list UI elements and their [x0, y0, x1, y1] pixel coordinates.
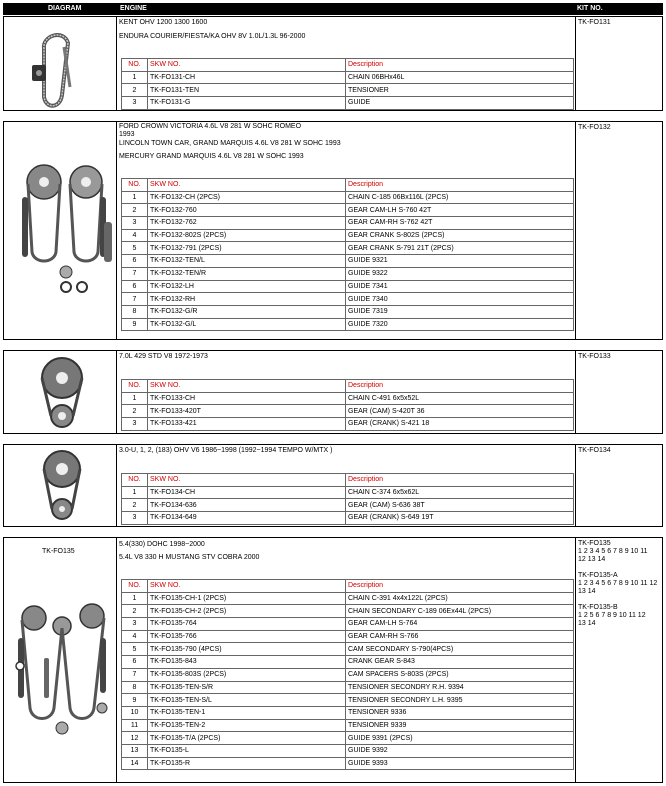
header-engine: ENGINE [120, 5, 147, 12]
kit-section-fo135 [3, 537, 663, 783]
row-no: 3 [122, 512, 148, 525]
row-desc: GUIDE 9322 [346, 267, 574, 280]
engine-cell [117, 17, 576, 110]
engine-line: 1993 [119, 131, 135, 138]
row-no: 14 [122, 757, 148, 770]
table-row [122, 97, 574, 110]
row-desc: TENSIONER SECONDRY R.H. 9394 [346, 681, 574, 694]
row-no: 7 [122, 267, 148, 280]
diagram-cell [4, 351, 117, 433]
table-row [122, 318, 574, 331]
kit-cell [576, 445, 662, 526]
row-no: 1 [122, 592, 148, 605]
table-row [122, 618, 574, 631]
row-skw: TK-FO135-790 (4PCS) [148, 643, 346, 656]
row-desc: GUIDE 9393 [346, 757, 574, 770]
kit-cell [576, 17, 662, 110]
parts-table [121, 473, 574, 525]
row-desc: CHAIN C-391 4x4x122L (2PCS) [346, 592, 574, 605]
row-skw: TK-FO135-TEN-1 [148, 706, 346, 719]
row-no: 13 [122, 744, 148, 757]
table-row [122, 392, 574, 405]
timing-chain-diagram [4, 538, 117, 784]
kit-line: TK-FO135-B [578, 604, 618, 611]
kit-line: TK-FO133 [578, 353, 611, 360]
row-no: 9 [122, 694, 148, 707]
row-desc: GUIDE [346, 97, 574, 110]
table-row [122, 305, 574, 318]
parts-header-row [122, 380, 574, 393]
row-no: 9 [122, 318, 148, 331]
kit-line: TK-FO134 [578, 447, 611, 454]
engine-line: KENT OHV 1200 1300 1600 [119, 19, 208, 26]
row-skw: TK-FO132-TEN/L [148, 255, 346, 268]
row-skw: TK-FO132-RH [148, 293, 346, 306]
row-desc: GEAR CRANK S-791 21T (2PCS) [346, 242, 574, 255]
row-desc: TENSIONER [346, 84, 574, 97]
row-no: 6 [122, 656, 148, 669]
table-row [122, 592, 574, 605]
row-skw: TK-FO134-636 [148, 499, 346, 512]
row-desc: GUIDE 9391 (2PCS) [346, 732, 574, 745]
parts-table [121, 379, 574, 431]
row-skw: TK-FO135-T/A (2PCS) [148, 732, 346, 745]
row-desc: GUIDE 7340 [346, 293, 574, 306]
row-desc: GUIDE 7319 [346, 305, 574, 318]
table-row [122, 84, 574, 97]
row-no: 4 [122, 229, 148, 242]
col-skw: SKW NO. [148, 474, 346, 487]
parts-table [121, 579, 574, 770]
row-no: 10 [122, 706, 148, 719]
row-skw: TK-FO132-G/R [148, 305, 346, 318]
row-desc: TENSIONER 9339 [346, 719, 574, 732]
kit-section-fo132 [3, 121, 663, 340]
row-desc: CHAIN SECONDARY C-189 06Ex44L (2PCS) [346, 605, 574, 618]
table-row [122, 217, 574, 230]
table-row [122, 656, 574, 669]
table-row [122, 293, 574, 306]
kit-section-fo134 [3, 444, 663, 527]
row-skw: TK-FO135-803S (2PCS) [148, 668, 346, 681]
row-skw: TK-FO132-791 (2PCS) [148, 242, 346, 255]
col-desc: Description [346, 59, 574, 72]
table-row [122, 242, 574, 255]
col-skw: SKW NO. [148, 380, 346, 393]
engine-cell [117, 351, 576, 433]
kit-line: TK-FO132 [578, 124, 611, 131]
kit-line: TK-FO135 [578, 540, 611, 547]
row-desc: GEAR CRANK S-802S (2PCS) [346, 229, 574, 242]
row-no: 7 [122, 668, 148, 681]
row-skw: TK-FO133-CH [148, 392, 346, 405]
row-skw: TK-FO135-R [148, 757, 346, 770]
parts-header-row [122, 59, 574, 72]
table-row [122, 71, 574, 84]
row-no: 4 [122, 630, 148, 643]
row-no: 1 [122, 71, 148, 84]
col-skw: SKW NO. [148, 580, 346, 593]
table-row [122, 732, 574, 745]
row-skw: TK-FO132-802S (2PCS) [148, 229, 346, 242]
row-skw: TK-FO135-764 [148, 618, 346, 631]
row-no: 1 [122, 191, 148, 204]
row-skw: TK-FO132-TEN/R [148, 267, 346, 280]
kit-line: 13 14 [578, 588, 596, 595]
row-no: 1 [122, 486, 148, 499]
engine-line: MERCURY GRAND MARQUIS 4.6L V8 281 W SOHC 1993 [119, 153, 304, 160]
table-row [122, 694, 574, 707]
table-row [122, 706, 574, 719]
row-no: 7 [122, 293, 148, 306]
row-skw: TK-FO135-CH-2 (2PCS) [148, 605, 346, 618]
row-no: 1 [122, 392, 148, 405]
diagram-cell [4, 538, 117, 782]
row-no: 2 [122, 405, 148, 418]
col-skw: SKW NO. [148, 59, 346, 72]
row-skw: TK-FO135-TEN-S/L [148, 694, 346, 707]
row-desc: CHAIN C-185 06Bx116L (2PCS) [346, 191, 574, 204]
row-desc: CAM SECONDARY S-790(4PCS) [346, 643, 574, 656]
diagram-kit-label: TK-FO135 [42, 548, 75, 555]
row-desc: GUIDE 9392 [346, 744, 574, 757]
table-row [122, 267, 574, 280]
row-desc: GEAR CAM-RH S-762 42T [346, 217, 574, 230]
row-desc: CHAIN 06BHx46L [346, 71, 574, 84]
table-row [122, 719, 574, 732]
row-skw: TK-FO134-649 [148, 512, 346, 525]
engine-line: 5.4L V8 330 H MUSTANG STV COBRA 2000 [119, 554, 260, 561]
kit-section-fo131 [3, 16, 663, 111]
header-diagram: DIAGRAM [48, 5, 82, 12]
row-desc: CHAIN C-491 6x5x52L [346, 392, 574, 405]
table-row [122, 757, 574, 770]
engine-line: LINCOLN TOWN CAR, GRAND MARQUIS 4.6L V8 281 W SOHC 1993 [119, 140, 341, 147]
table-row [122, 255, 574, 268]
row-desc: CAM SPACERS S-803S (2PCS) [346, 668, 574, 681]
kit-cell [576, 122, 662, 339]
row-desc: TENSIONER SECONDRY L.H. 9395 [346, 694, 574, 707]
row-no: 5 [122, 643, 148, 656]
col-desc: Description [346, 474, 574, 487]
row-no: 3 [122, 418, 148, 431]
diagram-cell [4, 122, 117, 339]
row-desc: CRANK GEAR S-843 [346, 656, 574, 669]
row-no: 2 [122, 499, 148, 512]
kit-line [578, 564, 660, 572]
engine-line: 3.0-U, 1, 2, (183) OHV V6 1986~1998 (1992~1994 TEMPO W/MTX ) [119, 447, 333, 454]
engine-line: 5.4(330) DOHC 1998~2000 [119, 541, 205, 548]
table-row [122, 605, 574, 618]
col-desc: Description [346, 580, 574, 593]
col-desc: Description [346, 179, 574, 192]
timing-chain-diagram [4, 17, 117, 112]
row-skw: TK-FO134-CH [148, 486, 346, 499]
table-row [122, 643, 574, 656]
kit-line: 1 2 3 4 5 6 7 8 9 10 11 [578, 548, 648, 555]
row-desc: TENSIONER 9336 [346, 706, 574, 719]
row-skw: TK-FO135-TEN-S/R [148, 681, 346, 694]
row-desc: GEAR (CRANK) S-421 18 [346, 418, 574, 431]
engine-cell [117, 122, 576, 339]
kit-cell [576, 351, 662, 433]
row-skw: TK-FO135-CH-1 (2PCS) [148, 592, 346, 605]
parts-header-row [122, 474, 574, 487]
row-skw: TK-FO135-L [148, 744, 346, 757]
kit-line: 13 14 [578, 620, 596, 627]
table-row [122, 744, 574, 757]
header-kit: KIT NO. [577, 5, 603, 12]
table-row [122, 418, 574, 431]
parts-header-row [122, 580, 574, 593]
row-skw: TK-FO132-G/L [148, 318, 346, 331]
row-desc: GEAR CAM-LH S-764 [346, 618, 574, 631]
table-row [122, 681, 574, 694]
kit-line: 12 13 14 [578, 556, 606, 563]
table-row [122, 229, 574, 242]
table-header [3, 3, 663, 15]
timing-chain-diagram [4, 122, 117, 341]
row-no: 11 [122, 719, 148, 732]
row-desc: GUIDE 7320 [346, 318, 574, 331]
col-skw: SKW NO. [148, 179, 346, 192]
row-no: 5 [122, 242, 148, 255]
kit-line: 1 2 3 4 5 6 7 8 9 10 11 12 [578, 580, 658, 587]
kit-line: TK-FO131 [578, 19, 611, 26]
table-row [122, 405, 574, 418]
row-desc: GEAR CAM-RH S-766 [346, 630, 574, 643]
row-skw: TK-FO132-760 [148, 204, 346, 217]
row-skw: TK-FO132-LH [148, 280, 346, 293]
engine-line: 7.0L 429 STD V8 1972-1973 [119, 353, 208, 360]
row-skw: TK-FO133-420T [148, 405, 346, 418]
row-desc: CHAIN C-374 6x5x62L [346, 486, 574, 499]
engine-line: ENDURA COURIER/FIESTA/KA OHV 8V 1.0L/1.3L 96-2000 [119, 33, 306, 40]
row-no: 3 [122, 217, 148, 230]
row-skw: TK-FO135-TEN-2 [148, 719, 346, 732]
table-row [122, 191, 574, 204]
row-desc: GEAR (CRANK) S-649 19T [346, 512, 574, 525]
kit-line: 1 2 5 6 7 8 9 10 11 12 [578, 612, 646, 619]
row-no: 8 [122, 305, 148, 318]
row-desc: GEAR CAM-LH S-760 42T [346, 204, 574, 217]
table-row [122, 512, 574, 525]
row-skw: TK-FO135-766 [148, 630, 346, 643]
row-no: 12 [122, 732, 148, 745]
kit-line: TK-FO135-A [578, 572, 618, 579]
row-skw: TK-FO132-762 [148, 217, 346, 230]
col-no: NO. [122, 380, 148, 393]
table-row [122, 668, 574, 681]
engine-cell [117, 538, 576, 782]
kit-section-fo133 [3, 350, 663, 434]
row-desc: GUIDE 9321 [346, 255, 574, 268]
engine-cell [117, 445, 576, 526]
row-desc: GUIDE 7341 [346, 280, 574, 293]
table-row [122, 280, 574, 293]
col-no: NO. [122, 179, 148, 192]
row-skw: TK-FO135-843 [148, 656, 346, 669]
table-row [122, 499, 574, 512]
table-row [122, 204, 574, 217]
parts-header-row [122, 179, 574, 192]
col-no: NO. [122, 580, 148, 593]
kit-cell [576, 538, 662, 782]
row-skw: TK-FO131-CH [148, 71, 346, 84]
row-skw: TK-FO131-G [148, 97, 346, 110]
row-skw: TK-FO131-TEN [148, 84, 346, 97]
parts-table [121, 178, 574, 331]
row-no: 6 [122, 255, 148, 268]
row-skw: TK-FO133-421 [148, 418, 346, 431]
col-no: NO. [122, 474, 148, 487]
row-no: 2 [122, 605, 148, 618]
parts-table [121, 58, 574, 110]
table-row [122, 630, 574, 643]
row-no: 2 [122, 204, 148, 217]
row-no: 8 [122, 681, 148, 694]
diagram-cell [4, 17, 117, 110]
row-no: 3 [122, 618, 148, 631]
col-desc: Description [346, 380, 574, 393]
timing-chain-diagram [4, 445, 117, 528]
diagram-cell [4, 445, 117, 526]
row-desc: GEAR (CAM) S-420T 36 [346, 405, 574, 418]
kit-line [578, 596, 660, 604]
engine-line: FORD CROWN VICTORIA 4.6L V8 281 W SOHC ROMEO [119, 123, 302, 130]
row-desc: GEAR (CAM) S-636 38T [346, 499, 574, 512]
row-skw: TK-FO132-CH (2PCS) [148, 191, 346, 204]
row-no: 3 [122, 97, 148, 110]
timing-chain-diagram [4, 351, 117, 435]
row-no: 6 [122, 280, 148, 293]
col-no: NO. [122, 59, 148, 72]
row-no: 2 [122, 84, 148, 97]
table-row [122, 486, 574, 499]
